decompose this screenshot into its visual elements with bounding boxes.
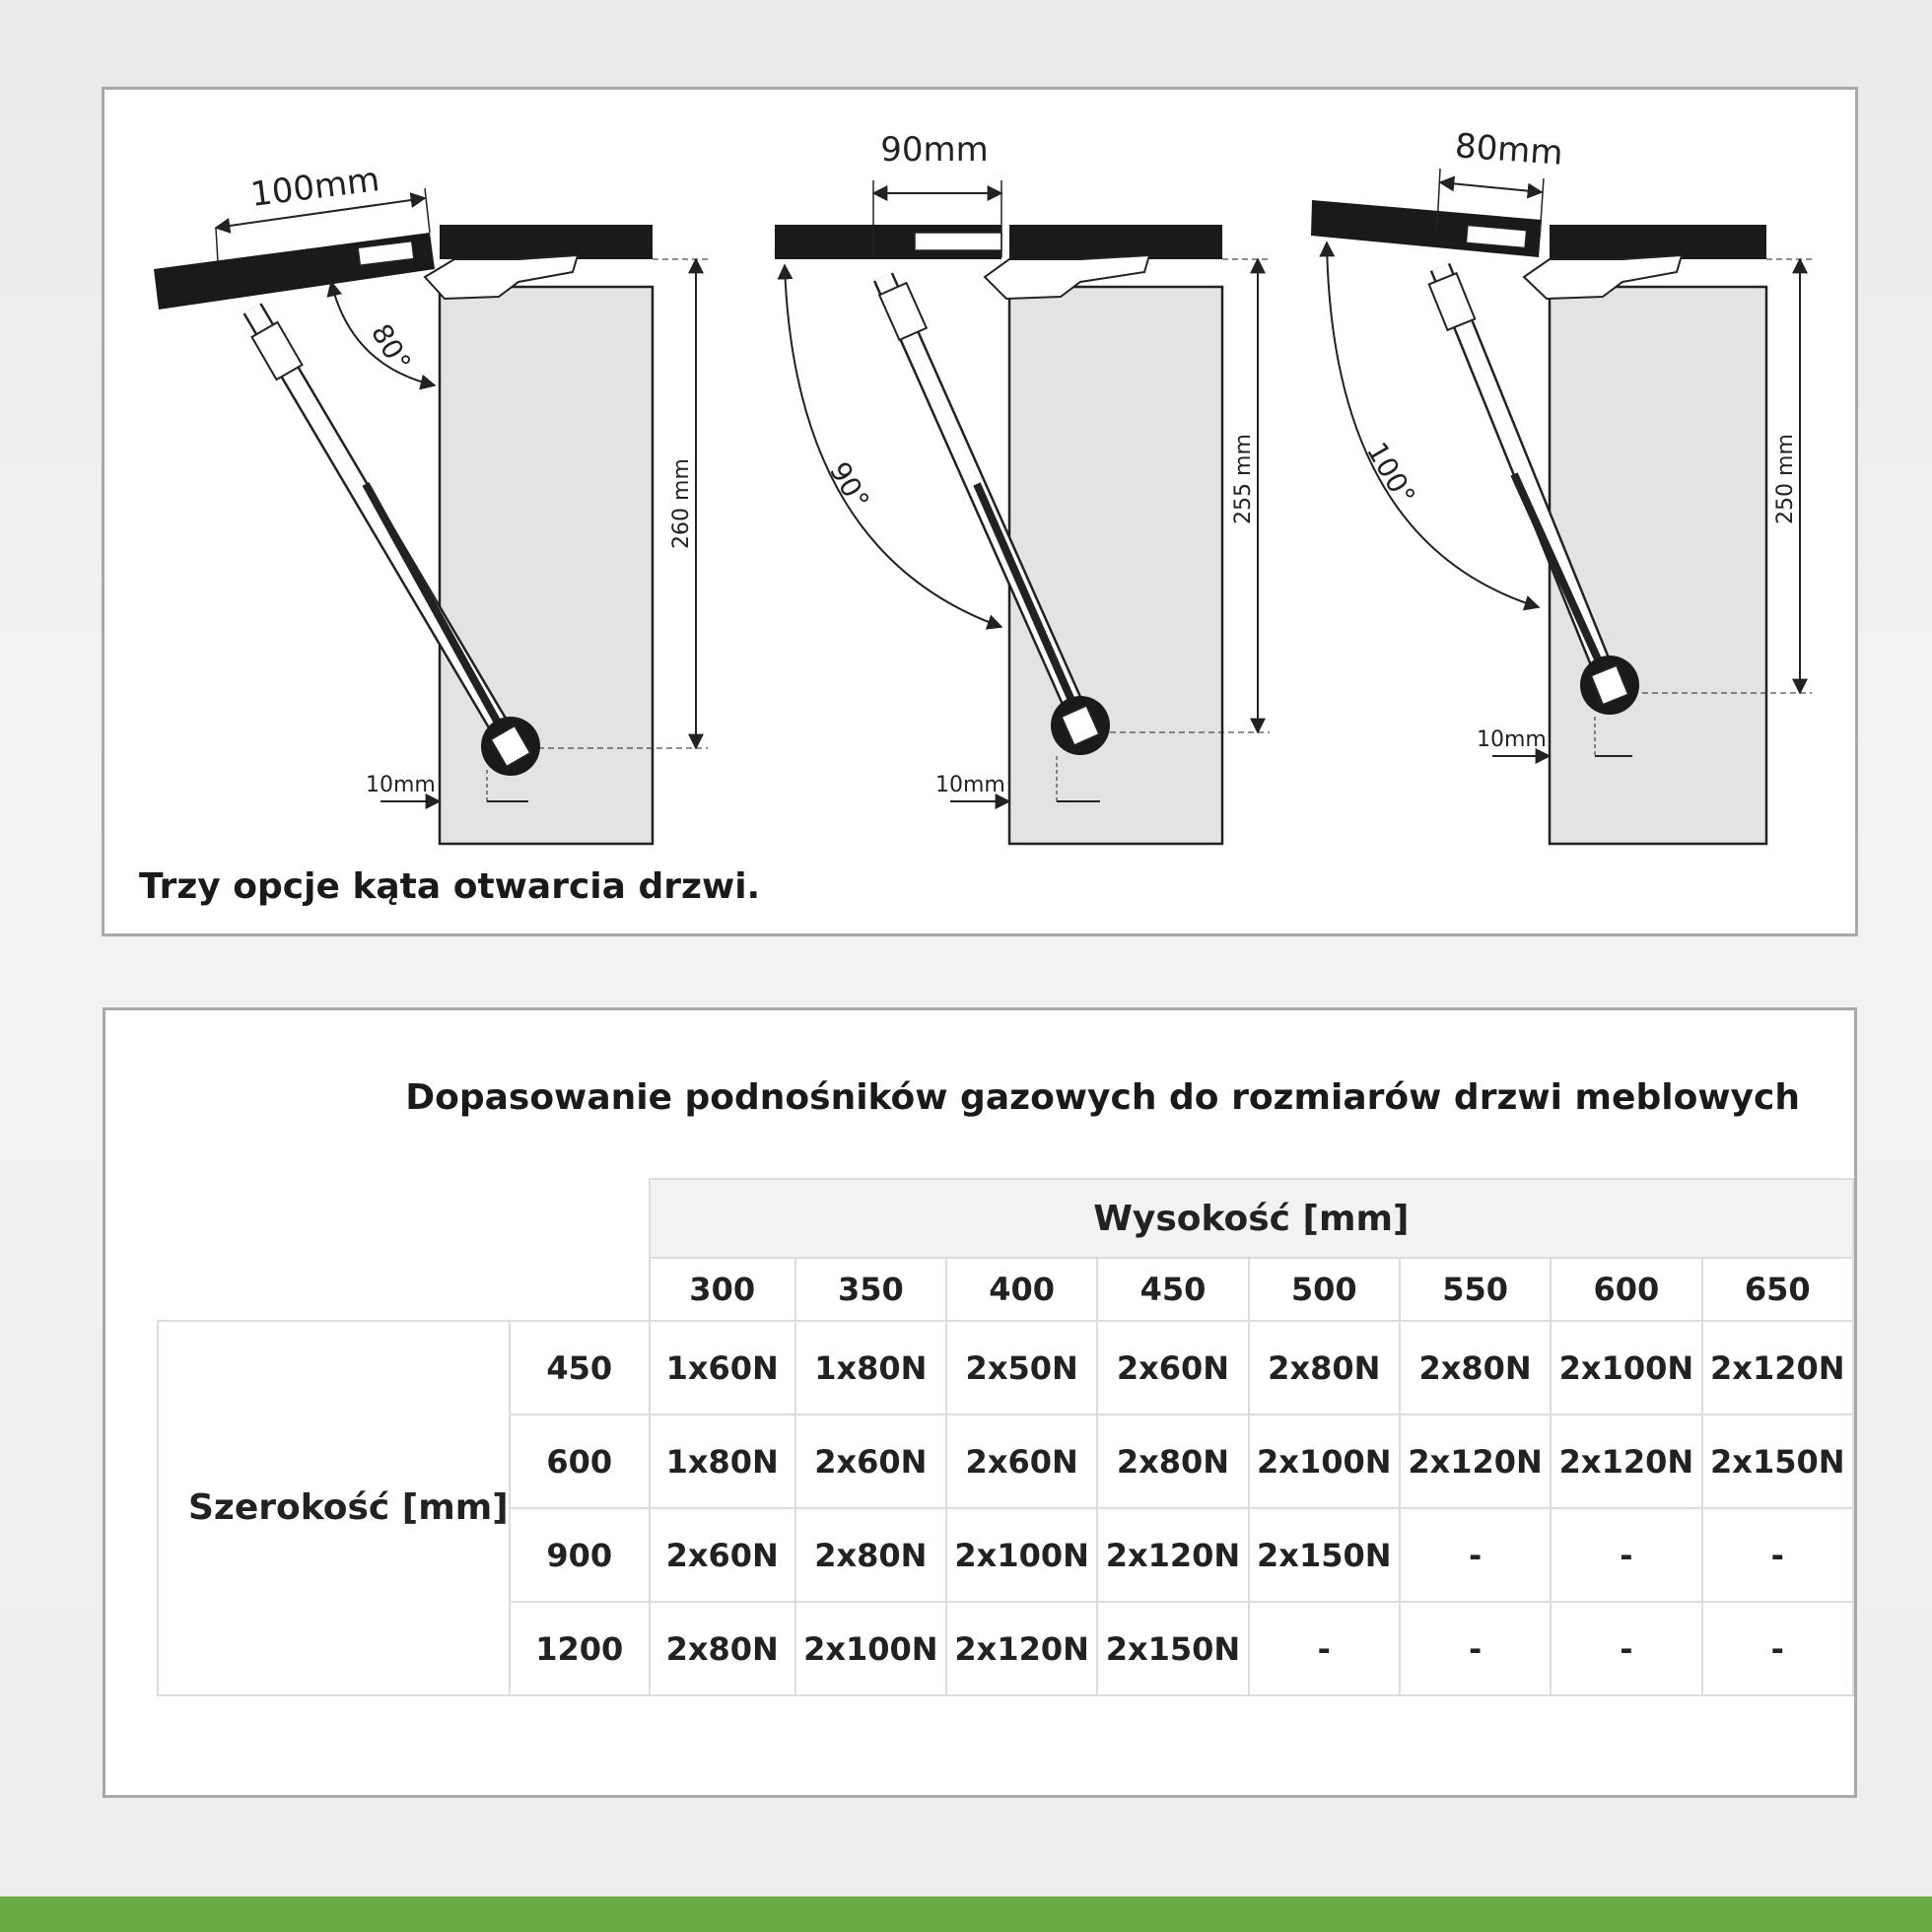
- table-cell: 2x120N: [946, 1602, 1097, 1695]
- row-width-value: 1200: [510, 1602, 650, 1695]
- column-header-450: 450: [1097, 1258, 1248, 1321]
- accent-bar: [0, 1897, 1932, 1932]
- table-title: Dopasowanie podnośników gazowych do rozmiarów drzwi meblowych: [405, 1077, 1800, 1118]
- column-header-350: 350: [795, 1258, 946, 1321]
- column-header-300: 300: [650, 1258, 795, 1321]
- table-cell: 2x120N: [1400, 1414, 1551, 1508]
- width-label: 80mm: [1453, 126, 1564, 173]
- table-cell: 1x80N: [650, 1414, 795, 1508]
- width-label: 90mm: [880, 130, 989, 170]
- table-cell: -: [1702, 1508, 1853, 1602]
- table-cell: -: [1702, 1602, 1853, 1695]
- table-cell: 2x80N: [1400, 1321, 1551, 1414]
- cabinet-top-board: [440, 225, 653, 259]
- table-cell: 2x150N: [1702, 1414, 1853, 1508]
- diagram-option-100: [1311, 126, 1812, 844]
- door-hinge-plate: [915, 233, 1001, 250]
- table-cell: 2x80N: [1097, 1414, 1248, 1508]
- table-cell: 2x60N: [795, 1414, 946, 1508]
- column-header-600: 600: [1551, 1258, 1701, 1321]
- table-corner: [158, 1179, 650, 1258]
- table-cell: 2x100N: [946, 1508, 1097, 1602]
- column-header-650: 650: [1702, 1258, 1853, 1321]
- table-cell: -: [1551, 1602, 1701, 1695]
- table-cell: -: [1400, 1508, 1551, 1602]
- height-label: 255 mm: [1231, 434, 1256, 524]
- table-cell: 1x80N: [795, 1321, 946, 1414]
- offset-label: 10mm: [935, 773, 1005, 797]
- offset-label: 10mm: [366, 773, 436, 797]
- table-cell: 2x80N: [795, 1508, 946, 1602]
- table-cell: 2x60N: [946, 1414, 1097, 1508]
- table-cell: 1x60N: [650, 1321, 795, 1414]
- table-cell: 2x150N: [1097, 1602, 1248, 1695]
- table-cell: 2x150N: [1249, 1508, 1400, 1602]
- table-cell: 2x100N: [1551, 1321, 1701, 1414]
- row-width-value: 900: [510, 1508, 650, 1602]
- table-cell: 2x120N: [1097, 1508, 1248, 1602]
- table-cell: 2x100N: [795, 1602, 946, 1695]
- angle-label: 90°: [822, 456, 876, 516]
- angle-label: 80°: [364, 318, 418, 378]
- cabinet-top-board: [1550, 225, 1766, 259]
- table-corner: [158, 1258, 650, 1321]
- column-header-400: 400: [946, 1258, 1097, 1321]
- width-label: 100mm: [248, 160, 382, 215]
- table-cell: -: [1551, 1508, 1701, 1602]
- table-cell: 2x100N: [1249, 1414, 1400, 1508]
- table-cell: 2x120N: [1702, 1321, 1853, 1414]
- table-cell: -: [1249, 1602, 1400, 1695]
- row-group-header: Szerokość [mm]: [158, 1321, 510, 1695]
- row-width-value: 600: [510, 1414, 650, 1508]
- table-cell: 2x80N: [1249, 1321, 1400, 1414]
- table-cell: 2x50N: [946, 1321, 1097, 1414]
- opening-angle-diagrams: [104, 90, 1855, 933]
- table-panel: [103, 1007, 1857, 1798]
- angle-label: 100°: [1359, 437, 1422, 511]
- offset-label: 10mm: [1477, 727, 1547, 752]
- column-header-550: 550: [1400, 1258, 1551, 1321]
- table-row: [158, 1321, 1853, 1414]
- diagram-option-90: [775, 130, 1270, 844]
- diagram-option-80: [154, 160, 708, 844]
- table-cell: 2x60N: [1097, 1321, 1248, 1414]
- table-cell: 2x60N: [650, 1508, 795, 1602]
- table-cell: 2x120N: [1551, 1414, 1701, 1508]
- cabinet-top-board: [1009, 225, 1222, 259]
- column-header-500: 500: [1249, 1258, 1400, 1321]
- height-label: 260 mm: [669, 458, 694, 549]
- cabinet-side: [1009, 287, 1222, 844]
- row-width-value: 450: [510, 1321, 650, 1414]
- diagram-caption: Trzy opcje kąta otwarcia drzwi.: [139, 866, 761, 907]
- cabinet-side: [1550, 287, 1766, 844]
- table-cell: -: [1400, 1602, 1551, 1695]
- diagram-panel: [102, 87, 1858, 936]
- gas-strut-fit-table: [157, 1178, 1854, 1696]
- column-group-header: Wysokość [mm]: [650, 1179, 1853, 1258]
- cabinet-side: [440, 287, 653, 844]
- height-label: 250 mm: [1773, 434, 1798, 524]
- width-dimension-line: [1440, 182, 1542, 192]
- table-cell: 2x80N: [650, 1602, 795, 1695]
